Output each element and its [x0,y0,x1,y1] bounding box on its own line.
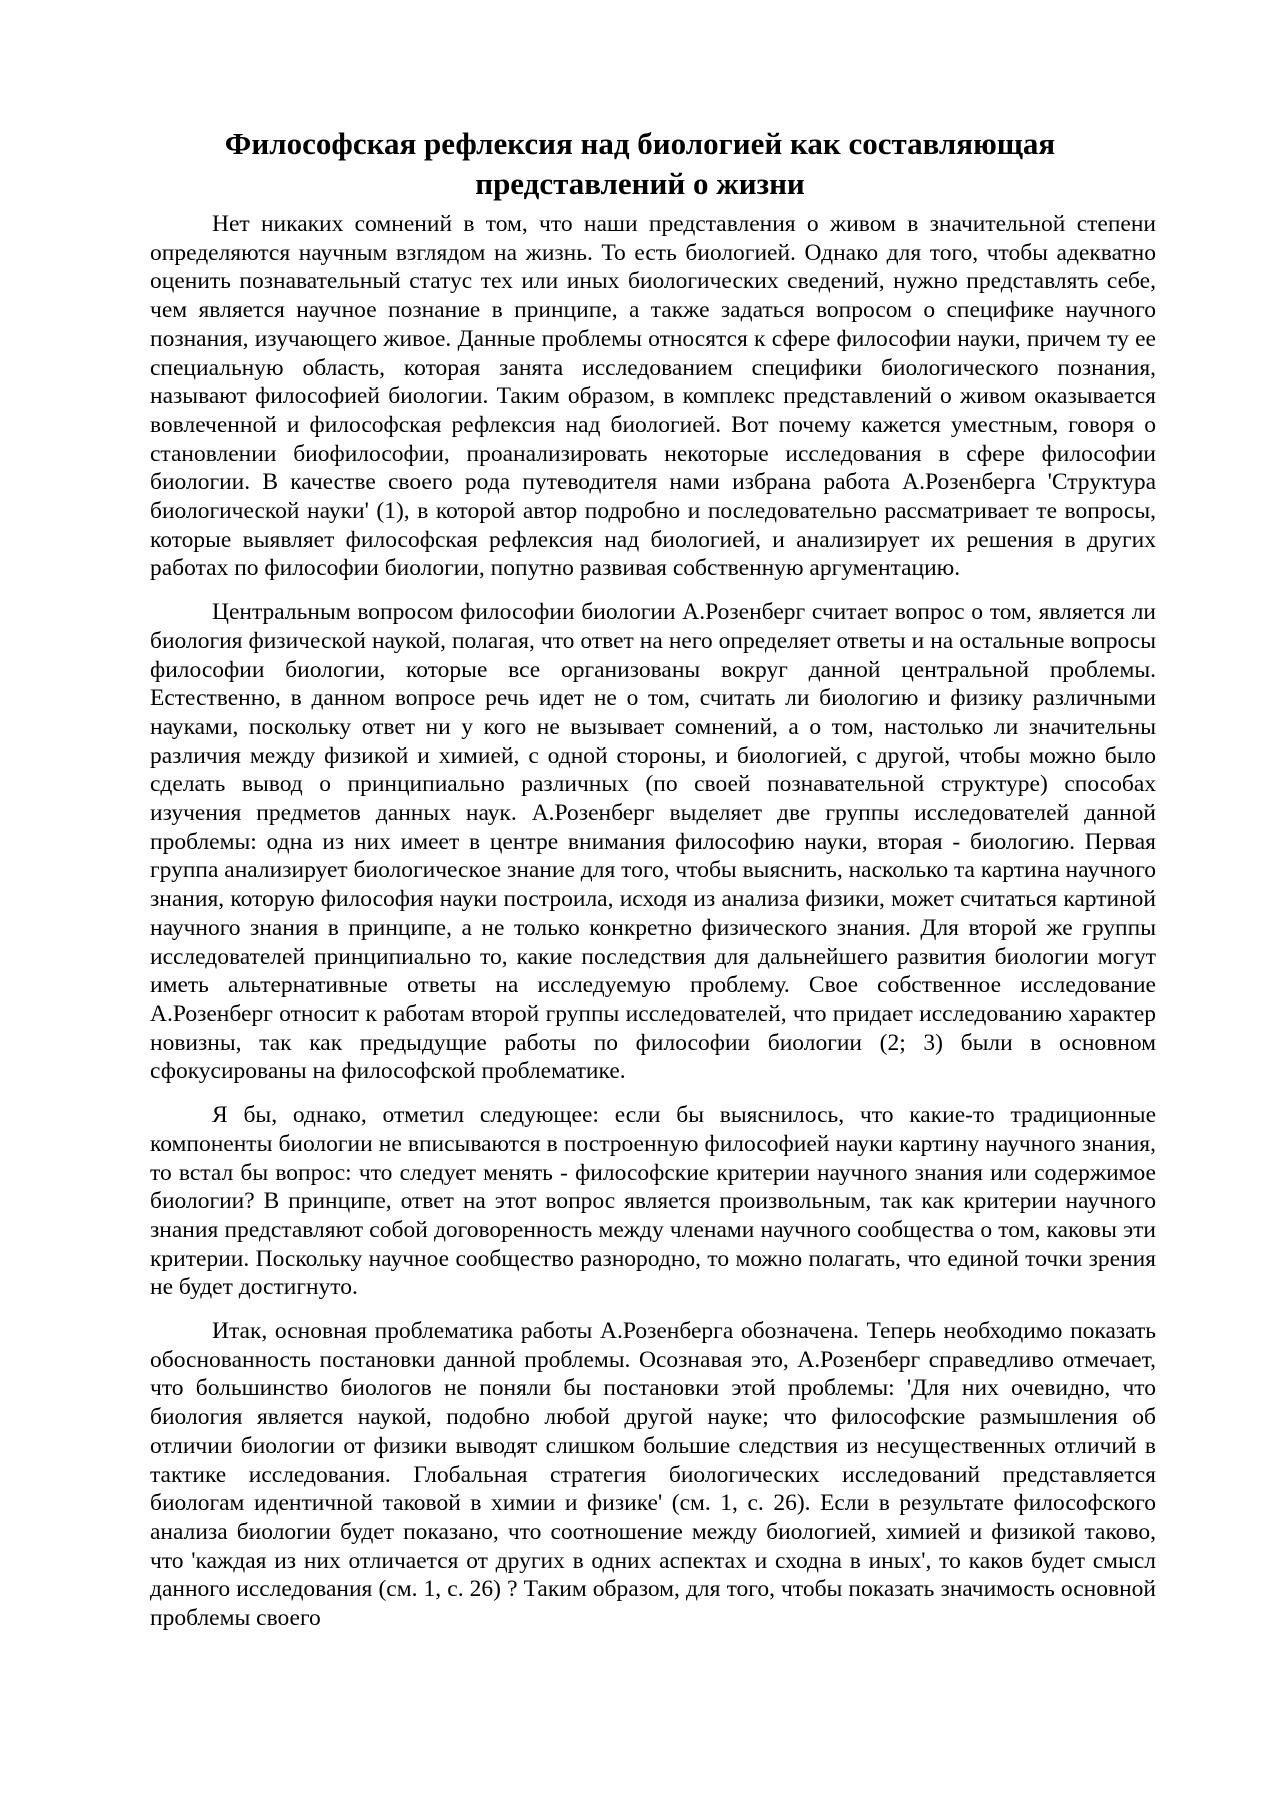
document-body [150,210,1156,1648]
paragraph-1: Нет никаких сомнений в том, что наши представления о живом в значительной степени определяются научным взглядом на жизнь. То есть биологией. Однако для того, чтобы адекватно оценить познавательный статус тех или иных биологических сведений, нужно представлять себе, чем является научное познание в принципе, а также задаться вопросом о специфике научного познания, изучающего живое. Данные проблемы относятся к сфере философии науки, причем ту ее специальную область, которая занята исследованием специфики биологического познания, называют философией биологии. Таким образом, в комплекс представлений о живом оказывается вовлеченной и философская рефлексия над биологией. Вот почему кажется уместным, говоря о становлении биофилософии, проанализировать некоторые исследования в сфере философии биологии. В качестве своего рода путеводителя нами избрана работа А.Розенберга 'Структура биологической науки' (1), в которой автор подробно и последовательно рассматривает те вопросы, которые выявляет философская рефлексия над биологией, и анализирует их решения в других работах по философии биологии, попутно развивая собственную аргументацию. [150,211,1156,582]
paragraph-4: Итак, основная проблематика работы А.Розенберга обозначена. Теперь необходимо показать обоснованность постановки данной проблемы. Осознавая это, А.Розенберг справедливо отмечает, что большинство биологов не поняли бы постановки этой проблемы: 'Для них очевидно, что биология является наукой, подобно любой другой науке; что философские размышления об отличии биологии от физики выводят слишком большие следствия из несущественных отличий в тактике исследования. Глобальная стратегия биологических исследований представляется биологам идентичной таковой в химии и физике' (см. 1, с. 26). Если в результате философского анализа биологии будет показано, что соотношение между биологией, химией и физикой таково, что 'каждая из них отличается от других в одних аспектах и сходна в иных', то каков будет смысл данного исследования (см. 1, с. 26) ? Таким образом, для того, чтобы показать значимость основной проблемы своего [150,1318,1156,1632]
page-title: Философская рефлексия над биологией как составляющая представлений о жизни [224,126,1056,201]
paragraph-2: Центральным вопросом философии биологии А.Розенберг считает вопрос о том, является ли биология физической наукой, полагая, что ответ на него определяет ответы и на остальные вопросы философии биологии, которые все организованы вокруг данной центральной проблемы. Естественно, в данном вопросе речь идет не о том, считать ли биологию и физику различными науками, поскольку ответ ни у кого не вызывает сомнений, а о том, настолько ли значительны различия между физикой и химией, с одной стороны, и биологией, с другой, чтобы можно было сделать вывод о принципиально различных (по своей познавательной структуре) способах изучения предметов данных наук. А.Розенберг выделяет две группы исследователей данной проблемы: одна из них имеет в центре внимания философию науки, вторая - биологию. Первая группа анализирует биологическое знание для того, чтобы выяснить, насколько та картина научного знания, которую философия науки построила, исходя из анализа физики, может считаться картиной научного знания в принципе, а не только конкретно физического знания. Для второй же группы исследователей принципиально то, какие последствия для дальнейшего развития биологии могут иметь альтернативные ответы на исследуемую проблему. Свое собственное исследование А.Розенберг относит к работам второй группы исследователей, что придает исследованию характер новизны, так как предыдущие работы по философии биологии (2; 3) были в основном сфокусированы на философской проблематике. [150,599,1157,1085]
paragraph-3: Я бы, однако, отметил следующее: если бы выяснилось, что какие-то традиционные компоненты биологии не вписываются в построенную философией науки картину научного знания, то встал бы вопрос: что следует менять - философские критерии научного знания или содержимое биологии? В принципе, ответ на этот вопрос является произвольным, так как критерии научного знания представляют собой договоренность между членами научного сообщества о том, каковы эти критерии. Поскольку научное сообщество разнородно, то можно полагать, что единой точки зрения не будет достигнуто. [150,1102,1156,1301]
